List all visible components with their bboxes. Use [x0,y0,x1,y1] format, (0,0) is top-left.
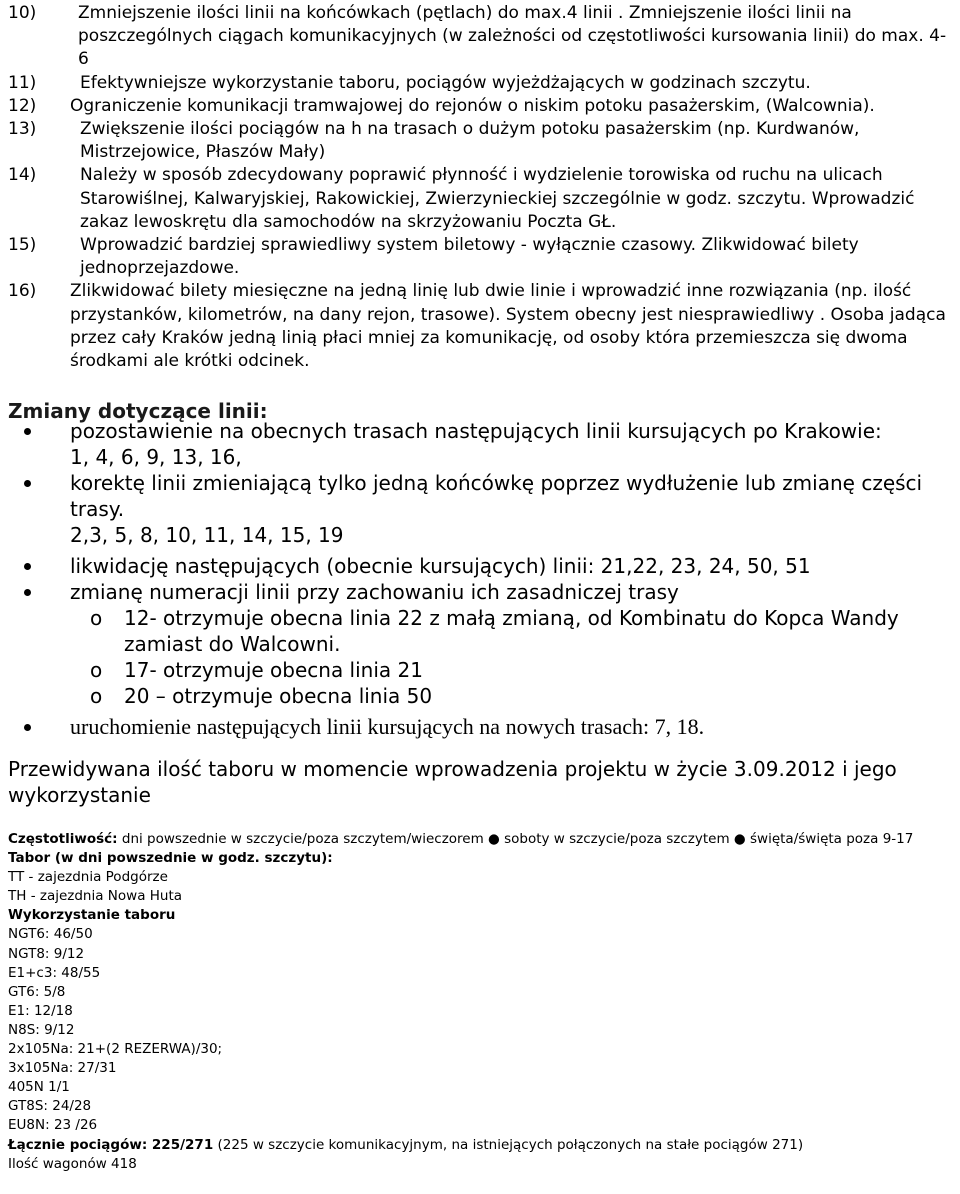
sub-text: 12- otrzymuje obecna linia 22 z małą zmianą, od Kombinatu do Kopca Wandy zamiast do Walcowni. [124,606,899,656]
fleet-heading: Przewidywana ilość taboru w momencie wprowadzenia projektu w życie 3.09.2012 i jego wykorzystanie [8,757,897,807]
tabor-label [8,849,952,868]
sub-list-item [22,657,952,683]
usage-line: E1: 12/18 [8,1002,73,1019]
fleet-details [8,830,952,1174]
list-item [8,95,952,118]
item-text: Należy w sposób zdecydowany poprawić płynność i wydzielenie torowiska od ruchu na ulicach Starowiślnej, Kalwaryjskiej, Rakowickiej, Zwierzynieckiej szczególnie w godz. szczytu. Wprowadzić zakaz lewoskrętu dla samochodów na skrzyżowaniu Poczta GŁ. [80,165,915,232]
item-number: 15) [8,235,37,256]
sub-text: 20 – otrzymuje obecna linia 50 [124,684,433,708]
item-number: 12) [8,95,37,116]
sub-marker: o [90,684,103,708]
wagons-line: Ilość wagonów 418 [8,1155,137,1172]
item-number: 10) [8,3,37,23]
item-text: Wprowadzić bardziej sprawiedliwy system biletowy - wyłącznie czasowy. Zlikwidować bilety jednoprzejazdowe. [80,235,859,279]
item-text: Zmniejszenie ilości linii na końcówkach (pętlach) do max.4 linii . Zmniejszenie ilości linii na poszczególnych ciągach komunikacyjnych (w zależności od częstotliwości kursowania linii) do max. 4-6 [78,3,947,70]
numbered-list [8,2,952,373]
usage-line: GT8S: 24/28 [8,1098,92,1115]
bullet-dot-icon [24,589,31,596]
item-number: 11) [8,72,37,93]
bullet-text: likwidację następujących (obecnie kursujących) linii: 21,22, 23, 24, 50, 51 [70,554,811,578]
frequency-text: dni powszednie w szczycie/poza szczytem/wieczorem ● soboty w szczycie/poza szczytem ● święta/święta poza 9-17 [117,831,914,847]
usage-line: E1+c3: 48/55 [8,964,101,981]
frequency-label: Częstotliwość: [8,831,118,847]
sub-text: 17- otrzymuje obecna linia 21 [124,658,423,682]
bullet-text: 1, 4, 6, 9, 13, 16, [70,445,242,469]
bullet-dot-icon [24,724,31,731]
list-item [8,234,952,280]
list-item [8,118,952,164]
total-line [8,1136,952,1155]
list-item [8,280,952,373]
bullet-text: uruchomienie następujących linii kursujących na nowych trasach: 7, 18. [70,714,705,739]
bullet-item [22,418,952,470]
list-item [8,72,952,95]
depot-line: TT - zajezdnia Podgórze [8,869,168,886]
bullet-dot-icon [24,563,31,570]
usage-label [8,906,952,925]
usage-line: 405N 1/1 [8,1079,70,1096]
total-label: Łącznie pociągów: 225/271 [8,1136,214,1153]
bullet-dot-icon [24,428,31,435]
item-text: Ograniczenie komunikacji tramwajowej do rejonów o niskim potoku pasażerskim, (Walcownia). [70,95,875,116]
changes-bullet-list [22,418,952,740]
usage-line: NGT6: 46/50 [8,926,93,943]
sub-marker: o [90,606,103,630]
sub-list-item [22,683,952,709]
sub-marker: o [90,658,103,682]
list-item [8,2,952,72]
section-title: Zmiany dotyczące linii: [8,399,268,423]
bullet-item [22,470,952,548]
usage-line: EU8N: 23 /26 [8,1117,98,1134]
item-text: Zwiększenie ilości pociągów na h na trasach o dużym potoku pasażerskim (np. Kurdwanów, Mistrzejowice, Płaszów Mały) [80,119,860,163]
bullet-item [22,579,952,605]
bullet-item [22,714,952,740]
bullet-dot-icon [24,480,31,487]
depot-line: TH - zajezdnia Nowa Huta [8,888,183,905]
bullet-text: pozostawienie na obecnych trasach następujących linii kursujących po Krakowie: [70,419,882,443]
item-number: 16) [8,281,37,302]
bullet-text: 2,3, 5, 8, 10, 11, 14, 15, 19 [70,523,344,547]
bullet-text: korektę linii zmieniającą tylko jedną końcówkę poprzez wydłużenie lub zmianę części trasy. [70,471,923,521]
sub-list-item [22,605,952,657]
item-text: Zlikwidować bilety miesięczne na jedną linię lub dwie linie i wprowadzić inne rozwiązania (np. ilość przystanków, kilometrów, na dany rejon, trasowe). System obecny jest niesprawiedliwy . Osoba jadąca przez cały Kraków jedną linią płaci mniej za komunikację, od osoby która przemieszcza się dwoma środkami ale krótki odcinek. [70,281,946,372]
usage-line: NGT8: 9/12 [8,945,85,962]
usage-line: 3x105Na: 27/31 [8,1060,117,1077]
bullet-item [22,553,952,579]
item-number: 14) [8,165,37,186]
list-item [8,164,952,234]
usage-line: 2x105Na: 21+(2 REZERWA)/30; [8,1041,223,1058]
usage-line: N8S: 9/12 [8,1021,75,1038]
item-text: Efektywniejsze wykorzystanie taboru, pociągów wyjeżdżających w godzinach szczytu. [80,72,811,93]
usage-label-text: Wykorzystanie taboru [8,907,176,924]
item-number: 13) [8,119,37,140]
total-text: (225 w szczycie komunikacyjnym, na istniejących połączonych na stałe pociągów 271) [213,1136,804,1153]
usage-line: GT6: 5/8 [8,983,66,1000]
tabor-label-text: Tabor (w dni powszednie w godz. szczytu): [8,850,333,867]
frequency-line [8,830,952,849]
bullet-text: zmianę numeracji linii przy zachowaniu ich zasadniczej trasy [70,580,679,604]
